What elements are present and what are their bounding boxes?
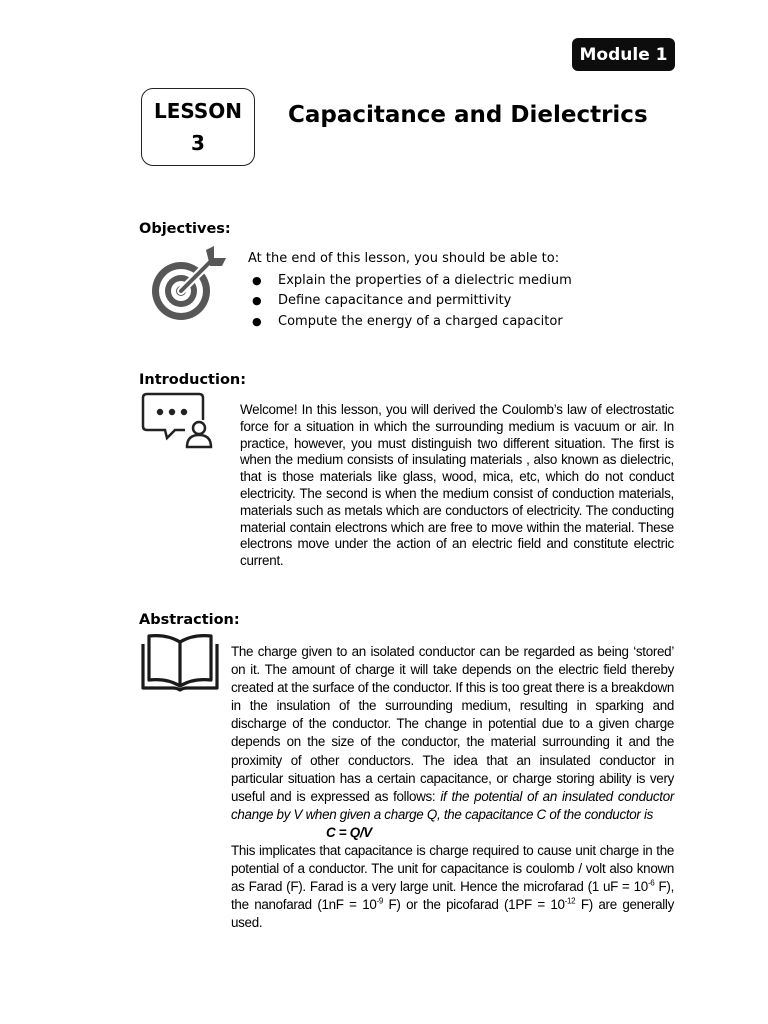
capacitance-formula: C = Q/V <box>326 824 372 840</box>
lesson-box <box>141 88 255 166</box>
lesson-number: 3 <box>191 131 205 155</box>
list-item: ● Define capacitance and permittivity <box>252 293 512 309</box>
abstraction-text: The charge given to an isolated conductor can be regarded as being ‘stored’ on it. The amount of charge it will take depends on the electric field thereby created at the surface of the conductor. If this is too great there is a breakdown in the insulation of the surrounding medium, resulting in sparking and discharge of the conductor. The change in potential due to a given charge depends on the size of the conductor, the material surrounding it and the proximity of other conductors. The idea that an insulated conductor in particular situation has a certain capacitance, or charge storing ability is very useful and is expressed as follows: if the potential of an insulated conductor change by V when given a charge Q, the capacitance C of the conductor is C = Q/V This implicates that capacitance is charge required to cause unit charge in the potential of a conductor. The unit for capacitance is coulomb / volt also known as Farad (F). Farad is a very large unit. Hence the microfarad (1 uF = $10^{-6}$ F), the nanofarad ($1nF = 10^{-9}$ F) or the picofarad ($1PF = 10^{-12}$ F) are generally used. <box>231 644 674 931</box>
module-badge: Module 1 <box>572 38 675 71</box>
page-title: Capacitance and Dielectrics <box>288 102 648 128</box>
objectives-intro: At the end of this lesson, you should be able to: <box>248 251 560 266</box>
introduction-text: Welcome! In this lesson, you will derived the Coulomb’s law of electrostatic force for a situation in which the surrounding medium is vacuum or air. In practice, however, you must distinguish two different situation. The first is when the medium consists of insulating materials , also known as dielectric, that is those materials like glass, wood, mica, etc, which do not conduct electricity. The second is when the medium consist of conduction materials, materials such as metals which are conductors of electricity. The conducting material contain electrons which are free to move within the material. These electrons move under the action of an electric field and constitute electric current. <box>240 402 674 569</box>
list-item: ● Explain the properties of a dielectric medium <box>252 272 572 288</box>
abstraction-heading: Abstraction: <box>139 612 240 628</box>
target-dart-icon <box>148 244 232 324</box>
objectives-heading: Objectives: <box>139 221 231 237</box>
chat-user-icon <box>141 392 215 450</box>
lesson-label: LESSON <box>153 99 243 123</box>
list-item: ● Compute the energy of a charged capacitor <box>252 313 563 329</box>
definition-italic: if the potential of an insulated conductor change by V when given a charge Q, the capacitance C of the conductor is <box>231 788 674 822</box>
open-book-icon <box>141 632 219 692</box>
objectives-list <box>252 270 572 332</box>
introduction-heading: Introduction: <box>139 372 247 388</box>
